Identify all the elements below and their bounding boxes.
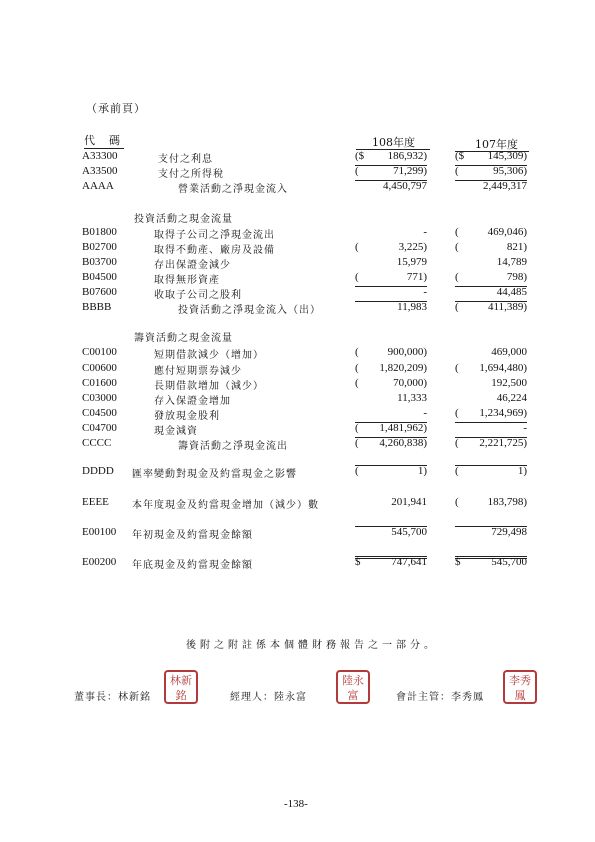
row-code: B02700	[82, 241, 117, 253]
row-description: 應付短期票券減少	[154, 366, 242, 377]
section-heading	[0, 329, 595, 344]
row-code: C00600	[82, 362, 117, 374]
row-description: 支付之利息	[158, 154, 213, 165]
row-description: 支付之所得稅	[158, 169, 224, 180]
row-description: 投資活動之淨現金流入（出）	[178, 305, 321, 316]
value-107: $ 545,700	[455, 556, 527, 568]
value-108: 4,450,797	[355, 180, 427, 181]
table-row	[0, 556, 595, 571]
row-code: C04500	[82, 407, 117, 419]
row-code: AAAA	[82, 180, 114, 192]
row-code: B01800	[82, 226, 117, 238]
row-description: 存入保證金增加	[154, 396, 231, 407]
row-description: 本年度現金及約當現金增加（減少）數	[132, 500, 319, 511]
year-108-header: 108年度	[372, 136, 415, 149]
investing-section-title: 投資活動之現金流量	[134, 214, 233, 225]
table-row: C04500 發放現金股利 - ( 1,234,969)	[82, 407, 527, 422]
continued-label: （承前頁）	[86, 102, 146, 115]
table-row: A33300 支付之利息 ($ 186,932) ($ 145,309)	[82, 150, 527, 165]
row-code: E00200	[82, 556, 117, 568]
row-code: B04500	[82, 271, 117, 283]
row-code: B07600	[82, 286, 117, 298]
value-108: ( 71,299)	[355, 165, 427, 177]
value-108: ( 1)	[355, 465, 427, 477]
section-heading	[0, 210, 595, 225]
row-code: EEEE	[82, 496, 109, 508]
manager-seal: 陸永 富	[336, 670, 370, 704]
table-row: B02700 取得不動產、廠房及設備 ( 3,225) ( 821)	[82, 241, 527, 256]
page-number: -138-	[284, 798, 308, 810]
table-row: B04500 取得無形資產 ( 771) ( 798)	[82, 271, 527, 286]
row-description: 營業活動之淨現金流入	[178, 184, 288, 195]
row-code: A33500	[82, 165, 118, 177]
row-description: 現金減資	[154, 426, 198, 437]
table-row: B01800 取得子公司之淨現金流出 - ( 469,046)	[82, 226, 527, 241]
row-description: 收取子公司之股利	[154, 290, 242, 301]
table-row	[0, 437, 595, 452]
row-code: C01600	[82, 377, 117, 389]
table-row: EEEE 本年度現金及約當現金增加（減少）數 201,941 ( 183,798)	[82, 496, 527, 511]
accountant-signature: 會計主管：李秀鳳	[396, 692, 484, 703]
value-108: 545,700	[355, 526, 427, 527]
table-row	[0, 465, 595, 480]
value-107: -	[455, 422, 527, 423]
row-code: C04700	[82, 422, 117, 434]
table-row	[0, 180, 595, 195]
accountant-seal: 李秀 鳳	[503, 670, 537, 704]
table-row	[0, 301, 595, 316]
value-107: ( 2,221,725)	[455, 437, 527, 449]
table-row: C01600 長期借款增加（減少） ( 70,000) 192,500	[82, 377, 527, 392]
row-code: BBBB	[82, 301, 112, 313]
row-description: 年底現金及約當現金餘額	[132, 560, 253, 571]
table-row: C00600 應付短期票券減少 ( 1,820,209) ( 1,694,480)	[82, 362, 527, 377]
row-description: 取得不動產、廠房及設備	[154, 245, 275, 256]
value-107: 44,485	[455, 286, 527, 287]
row-code: E00100	[82, 526, 117, 538]
row-code: C03000	[82, 392, 117, 404]
manager-signature: 經理人：陸永富	[230, 692, 307, 703]
value-107: ( 411,389)	[455, 301, 527, 313]
row-description: 年初現金及約當現金餘額	[132, 530, 253, 541]
code-column-header: 代碼	[84, 134, 134, 147]
code-header-rule	[84, 148, 124, 149]
table-row	[0, 526, 595, 541]
row-description: 短期借款減少（增加）	[154, 350, 264, 361]
row-code: B03700	[82, 256, 117, 268]
value-108: -	[355, 286, 427, 287]
row-description: 匯率變動對現金及約當現金之影響	[132, 469, 297, 480]
year-107-header: 107年度	[475, 138, 518, 151]
row-description: 取得無形資產	[154, 275, 220, 286]
footnote: 後附之附註係本個體財務報告之一部分。	[186, 640, 438, 651]
value-108: $ 747,641	[355, 556, 427, 568]
value-107: 2,449,317	[455, 180, 527, 181]
table-row: B03700 存出保證金減少 15,979 14,789	[82, 256, 527, 271]
value-108: ( 4,260,838)	[355, 437, 427, 449]
row-description: 取得子公司之淨現金流出	[154, 230, 275, 241]
table-row: C00100 短期借款減少（增加） ( 900,000) 469,000	[82, 346, 527, 361]
row-code: C00100	[82, 346, 117, 358]
chairman-seal: 林新 銘	[164, 670, 198, 704]
value-107: ( 1)	[455, 465, 527, 477]
row-description: 籌資活動之淨現金流出	[178, 441, 288, 452]
value-107: ( 95,306)	[455, 165, 527, 177]
value-107: 729,498	[455, 526, 527, 527]
value-108: ( 1,481,962)	[355, 422, 427, 434]
row-description: 存出保證金減少	[154, 260, 231, 271]
chairman-signature: 董事長：林新銘	[74, 692, 151, 703]
financing-section-title: 籌資活動之現金流量	[134, 333, 233, 344]
row-code: DDDD	[82, 465, 114, 477]
row-description: 發放現金股利	[154, 411, 220, 422]
table-row	[0, 165, 595, 180]
row-code: CCCC	[82, 437, 112, 449]
row-description: 長期借款增加（減少）	[154, 381, 264, 392]
row-code: A33300	[82, 150, 118, 162]
value-108: 11,983	[355, 301, 427, 302]
table-row: C03000 存入保證金增加 11,333 46,224	[82, 392, 527, 407]
